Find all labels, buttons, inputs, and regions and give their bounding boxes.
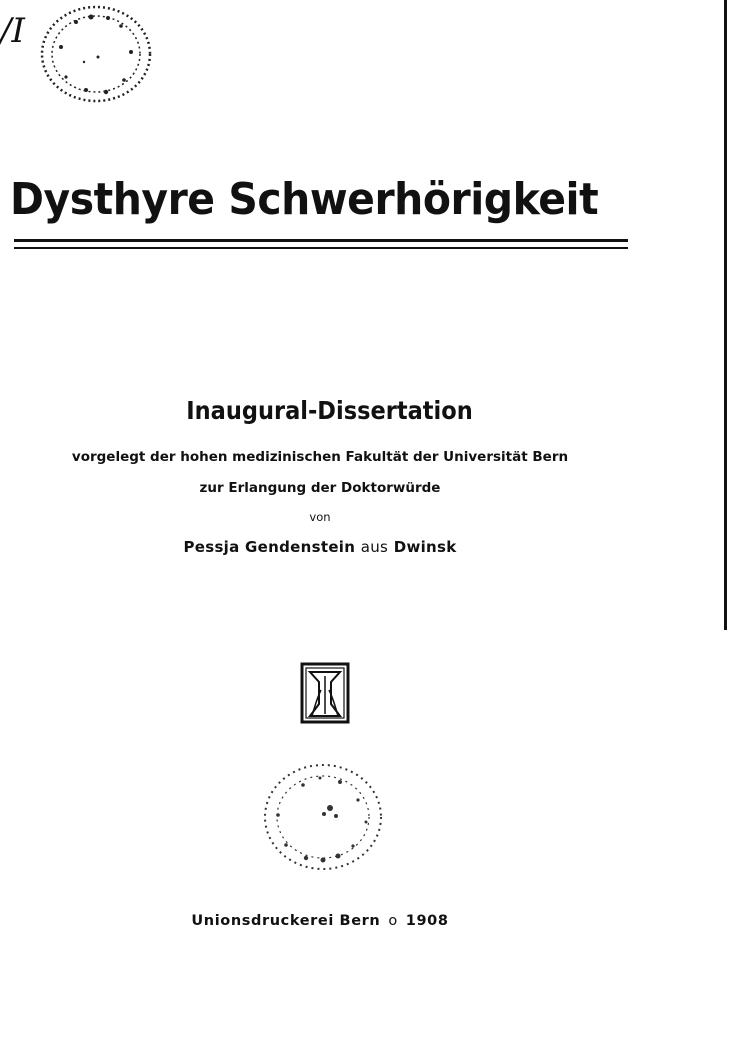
page-edge-line: [724, 0, 727, 630]
document-title: Dysthyre Schwerhörigkeit: [10, 174, 599, 225]
by-line: von: [309, 510, 331, 524]
imprint-line: [0, 913, 640, 929]
author-line: [0, 538, 640, 556]
author-origin: Dwinsk: [393, 538, 457, 556]
margin-mark: /I: [0, 11, 25, 51]
publication-year: 1908: [405, 913, 449, 929]
library-stamp-middle: [258, 760, 388, 875]
aus-word: aus: [360, 538, 389, 556]
author-name: Pessja Gendenstein: [183, 538, 356, 556]
title-rule-thin: [14, 247, 628, 249]
faculty-line: vorgelegt der hohen medizinischen Fakultät der Universität Bern: [71, 449, 569, 465]
printer-name: Unionsdruckerei Bern: [191, 913, 381, 929]
printers-mark-icon: [300, 662, 350, 724]
purpose-line: zur Erlangung der Doktorwürde: [199, 480, 441, 496]
title-rule-thick: [14, 239, 628, 242]
library-stamp-top: [36, 2, 156, 107]
dissertation-subtitle: Inaugural-Dissertation: [186, 396, 473, 425]
imprint-separator: o: [388, 913, 398, 929]
